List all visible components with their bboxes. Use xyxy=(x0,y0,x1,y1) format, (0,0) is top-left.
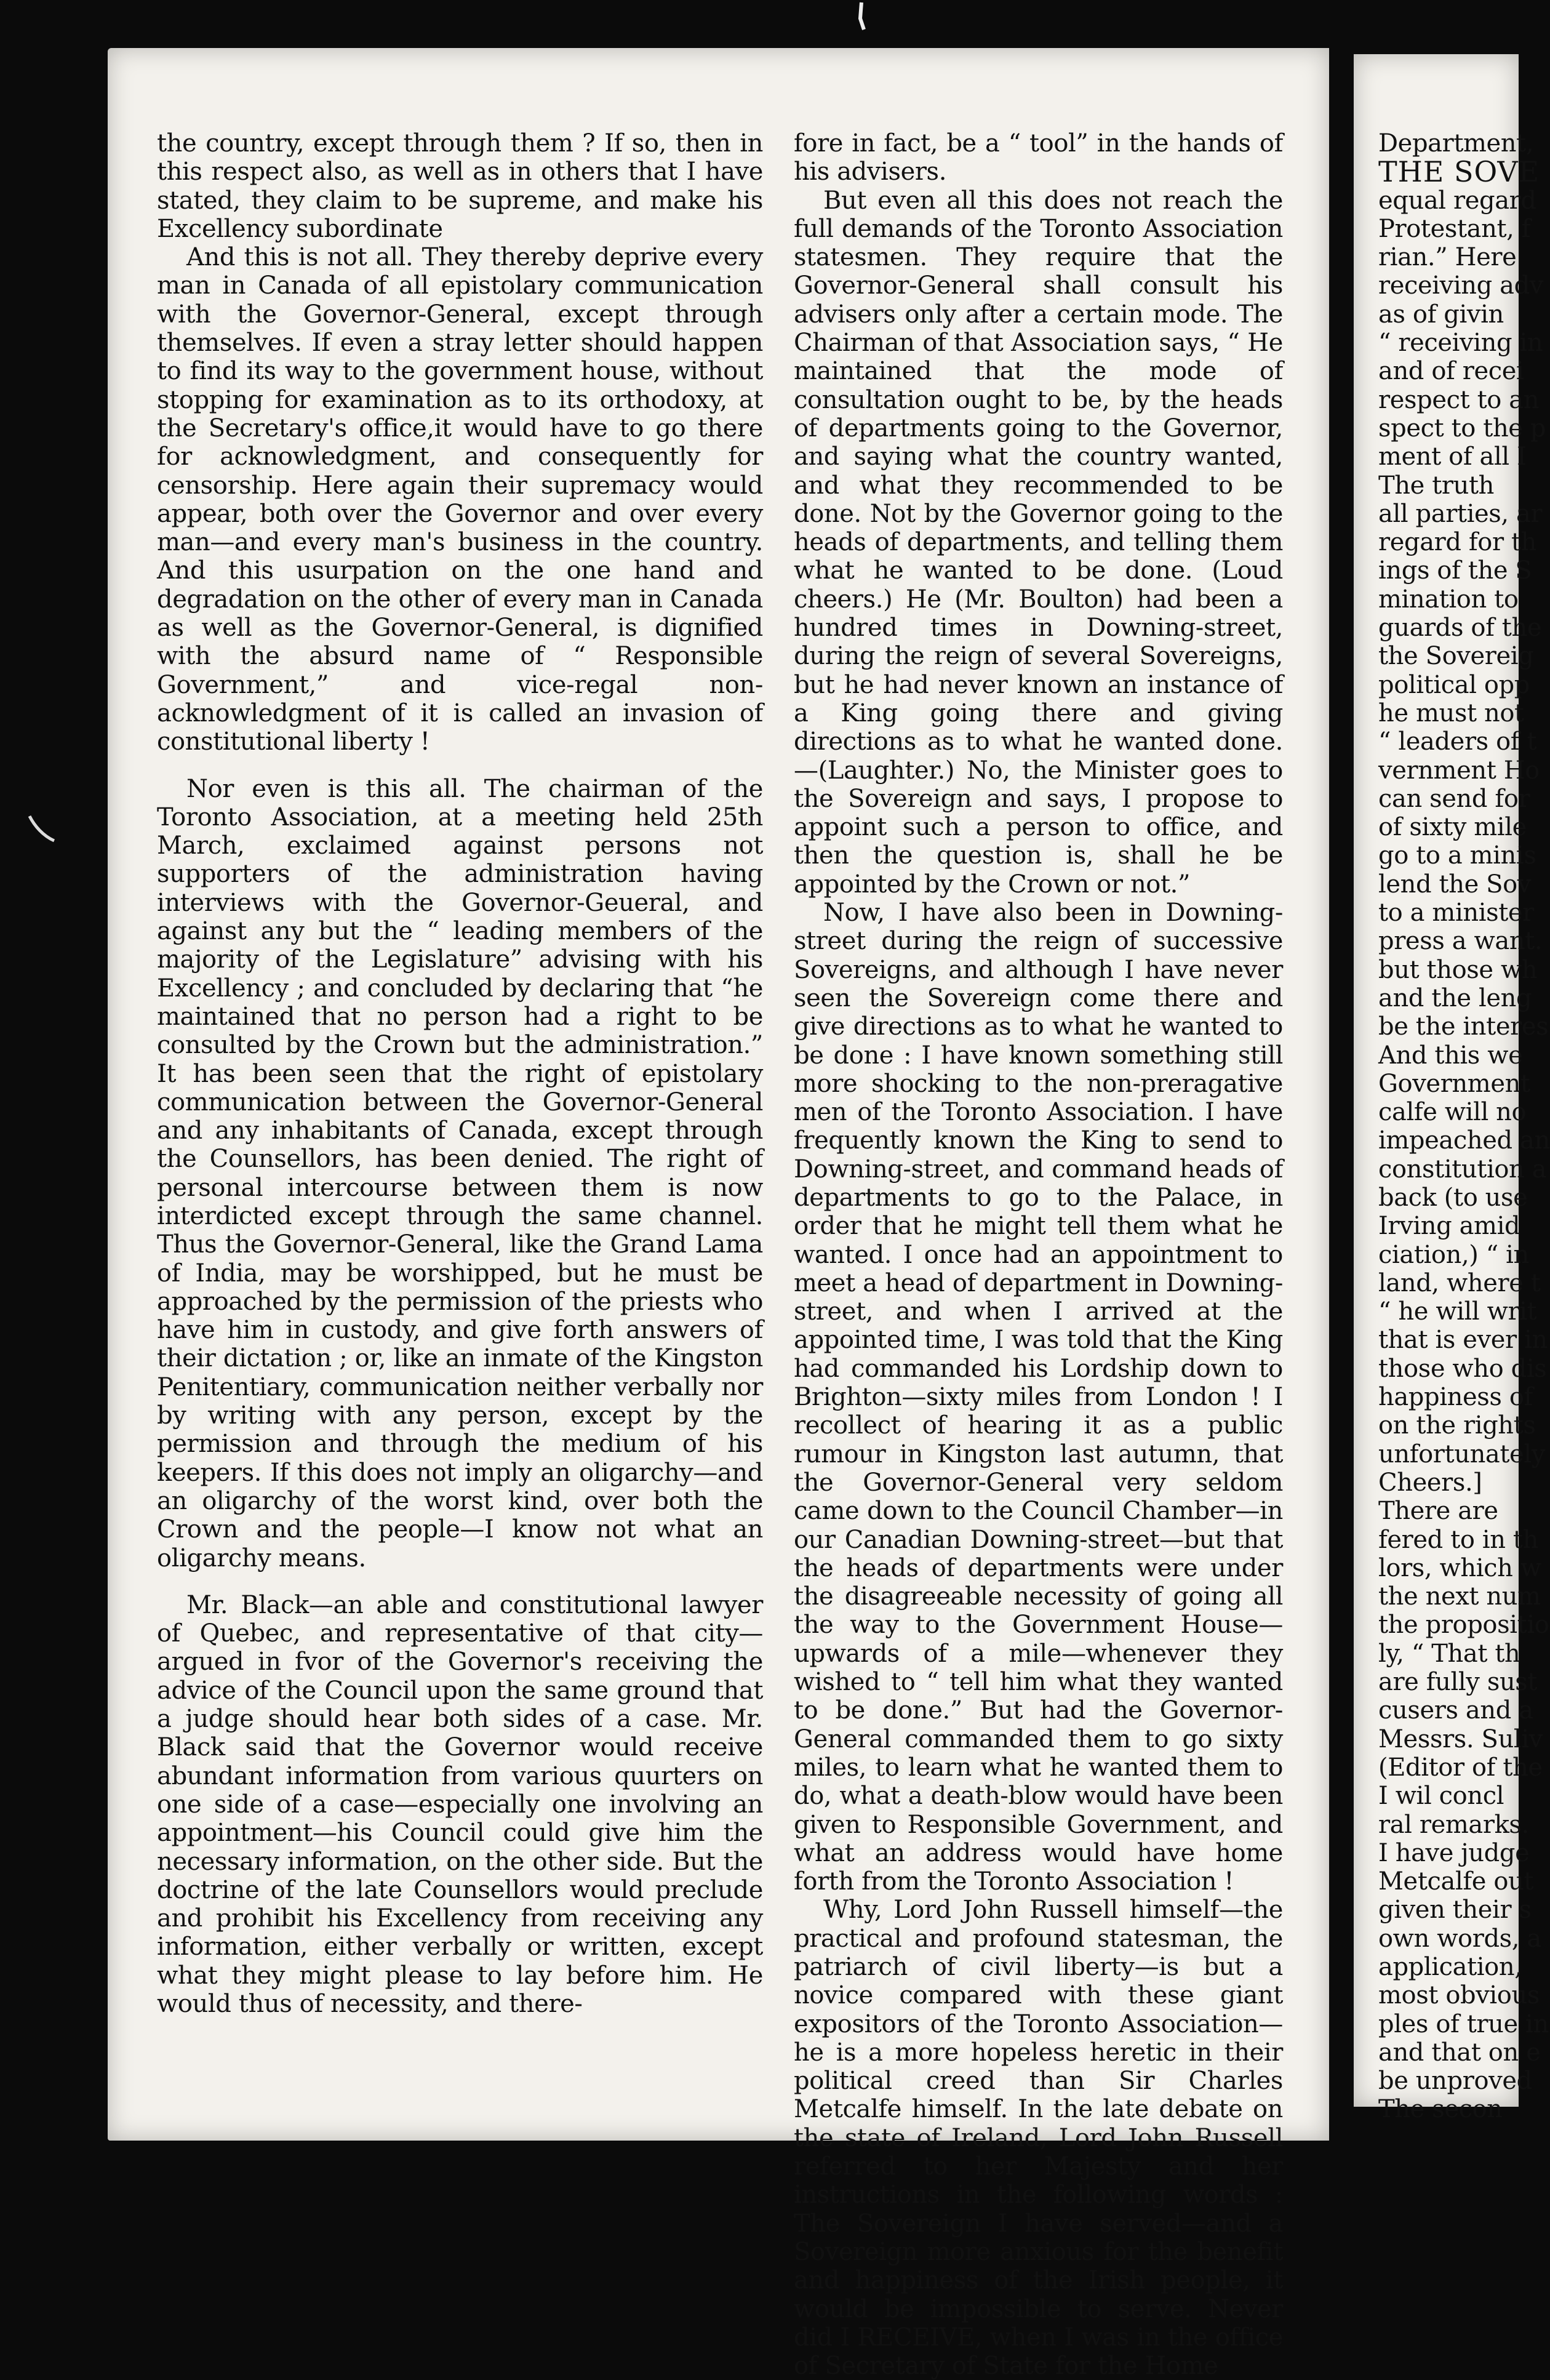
col3-line: guards of the xyxy=(1378,614,1542,643)
col3-line: lors, which w xyxy=(1378,1553,1541,1582)
col3-line: and the leng xyxy=(1378,984,1532,1012)
col3-line: Government xyxy=(1378,1069,1530,1098)
col3-line: ples of true in xyxy=(1378,2009,1549,2038)
col2-paragraph-2: But even all this does not reach the full demands of the Toronto Association statesmen. They require that the Governor-General shall consult his advisers only after a certain mode. The Chairman of that Association says, “ He maintained that the mode of consultation ought to be, by the heads of departments going to the Governor, and saying what the country wanted, and what they recommended to be done. Not by the Governor going to the heads of departments, and telling them what he wanted to be done. (Loud cheers.) He (Mr. Boulton) had been a hundred times in Downing-street, during the reign of several Sovereigns, but he had never known an instance of a King going there and giving directions as to what he wanted done.—(Laughter.) No, the Minister goes to the Sovereign and says, I propose to appoint such a person to office, and then the question is, shall he be appointed by the Crown or not.” xyxy=(794,186,1283,899)
column-2 xyxy=(794,129,1283,2380)
col3-line: “ he will writ xyxy=(1378,1297,1537,1326)
col1-paragraph-3: Nor even is this all. The chairman of the Toronto Association, at a meeting held 25th March, exclaimed against persons not supporters of the administration having interviews with the Governor-Geueral, and against any but the “ leading members of the majority of the Legislature” advising with his Excellency ; and concluded by declaring that “he maintained that no person had a right to be consulted by the Crown but the administration.” It has been seen that the right of epistolary communication between the Governor-General and any inhabitants of Canada, except through the Counsellors, has been denied. The right of personal intercourse between them is now interdicted except through the same channel. Thus the Governor-General, like the Grand Lama of India, may be worshipped, but he must be approached by the permission of the priests who have him in custody, and give forth answers of their dictation ; or, like an inmate of the Kingston Penitentiary, communication neither verbally nor by writing with any person, except by the permission and through the medium of his keepers. If this does not imply an oligarchy—and an oligarchy of the worst kind, over both the Crown and the people—I know not what an oligarchy means. xyxy=(157,774,763,1573)
col3-line: THE SOVE xyxy=(1378,155,1540,189)
col1-paragraph-1: the country, except through them ? If so, then in this respect also, as well as in others that I have stated, they claim to be supreme, and make his Excellency subordinate xyxy=(157,129,763,243)
col3-line: Cheers.] xyxy=(1378,1468,1482,1497)
col3-line: Protestant, f xyxy=(1378,214,1531,243)
col3-line: mination to xyxy=(1378,585,1519,614)
col3-line: I have judge xyxy=(1378,1838,1530,1867)
col3-line: happiness of xyxy=(1378,1383,1533,1412)
col3-line: ral remarks. xyxy=(1378,1810,1529,1839)
col3-line: own words, a xyxy=(1378,1924,1541,1953)
col3-line: back (to use xyxy=(1378,1183,1528,1212)
col3-line: unfortunately xyxy=(1378,1440,1545,1468)
col3-line: can send for xyxy=(1378,784,1530,813)
col3-line: calfe will no xyxy=(1378,1098,1527,1127)
col3-line: most obvious xyxy=(1378,1981,1540,2010)
col2-paragraph-1: fore in fact, be a “ tool” in the hands of his advisers. xyxy=(794,129,1283,186)
col3-line: of sixty mile xyxy=(1378,813,1527,842)
binding-mark-icon xyxy=(849,0,874,37)
col3-line: political opp xyxy=(1378,670,1530,699)
col3-line: press a want. xyxy=(1378,927,1543,956)
col3-line: Department, xyxy=(1378,129,1534,158)
col3-line: but those wh xyxy=(1378,955,1538,984)
col3-line: fered to in th xyxy=(1378,1525,1538,1554)
col3-line: land, where t xyxy=(1378,1268,1541,1297)
col3-line: on the rights xyxy=(1378,1411,1536,1440)
col3-line: and that on e xyxy=(1378,2038,1541,2067)
col3-line: equal regard xyxy=(1378,186,1536,215)
col3-line: as of givin xyxy=(1378,300,1504,329)
col3-line: The truth xyxy=(1378,471,1495,500)
col3-line: the propositio xyxy=(1378,1611,1549,1640)
column-1 xyxy=(157,129,763,2018)
col3-line: vernment Ho xyxy=(1378,756,1540,785)
col3-line: I wil concl xyxy=(1378,1782,1504,1811)
col3-line: that is ever in xyxy=(1378,1326,1548,1355)
col3-line: and of recei xyxy=(1378,357,1524,386)
col3-line: all parties, ar xyxy=(1378,499,1543,528)
col3-line: Irving amid xyxy=(1378,1212,1520,1241)
col3-line: And this we xyxy=(1378,1041,1523,1070)
col3-line: be the interes xyxy=(1378,1012,1549,1041)
col3-line: given their s xyxy=(1378,1896,1532,1925)
col1-paragraph-2: And this is not all. They thereby deprive every man in Canada of all epistolary communication with the Governor-General, except through themselves. If even a stray letter should happen to find its way to the government house, without stopping for examination as to its orthodoxy, at the Secretary's office,it would have to go there for acknowledgment, and consequently for censorship. Here again their supremacy would appear, both over the Governor and over every man—and every man's business in the country. And this usurpation on the one hand and degradation on the other of every man in Canada as well as the Governor-General, is dignified with the absurd name of “ Responsible Government,” and vice-regal non-acknowledgment of it is called an invasion of constitutional liberty ! xyxy=(157,243,763,756)
col3-line: (Editor of the xyxy=(1378,1753,1543,1782)
col3-line: ment of all I xyxy=(1378,443,1527,471)
col1-paragraph-4: Mr. Black—an able and constitutional lawyer of Quebec, and representative of that city—argued in fvor of the Governor's receiving the advice of the Council upon the same ground that a judge should hear both sides of a case. Mr. Black said that the Governor would receive abundant information from various quurters on one side of a case—especially one involving an appointment—his Council could give him the necessary information, on the other side. But the doctrine of the late Counsellors would preclude and prohibit his Excellency from receiving any information, either verbally or written, except what they might please to lay before him. He would thus of necessity, and there- xyxy=(157,1590,763,2018)
col3-line: rian.” Here xyxy=(1378,243,1517,272)
col3-line: the Sovereig xyxy=(1378,642,1534,671)
col3-line: receiving adv xyxy=(1378,271,1543,300)
col3-line: ly, “ That th xyxy=(1378,1639,1520,1668)
col3-line: lend the Sov xyxy=(1378,870,1532,899)
col3-line: to a minister xyxy=(1378,899,1534,928)
col2-paragraph-4: Why, Lord John Russell himself—the practical and profound statesman, the patriarch of civil liberty—is but a novice compared with these giant expositors of the Toronto Association—he is a more hopeless heretic in their political creed than Sir Charles Metcalfe himself. In the late debate on the state of Ireland, Lord John Russell referred to her Majesty and her instructions in the following words : The Sovereign I have served—and a Sovereign more anxious for the benefit and happiness of the Irish people, it would be impossible to serve. Never did I RECEIVE, when I was in the office of Secretary of State for the Home xyxy=(794,1896,1283,2380)
col2-paragraph-3: Now, I have also been in Downing-street during the reign of successive Sovereigns, and although I have never seen the Sovereign come there and give directions as to what he wanted to be done : I have known something still more shocking to the non-preragative men of the Toronto Association. I have frequently known the King to send to Downing-street, and command heads of departments to go to the Palace, in order that he might tell them what he wanted. I once had an appointment to meet a head of department in Downing-street, and when I arrived at the appointed time, I was told that the King had commanded his Lordship down to Brighton—sixty miles from London ! I recollect of hearing it as a public rumour in Kingston last autumn, that the Governor-General very seldom came down to the Council Chamber—in our Canadian Downing-street—but that the heads of departments were under the disagreeable necessity of going all the way to the Government House—upwards of a mile—whenever they wished to “ tell him what they wanted to be done.” But had the Governor-General commanded them to go sixty miles, to learn what he wanted them to do, what a death-blow would have been given to Responsible Government, and what an address would have home forth from the Toronto Association ! xyxy=(794,899,1283,1896)
col3-line: Metcalfe out xyxy=(1378,1867,1534,1896)
col3-line: he must not xyxy=(1378,699,1524,727)
margin-mark-icon xyxy=(25,812,62,849)
col3-line: impeached an xyxy=(1378,1126,1550,1155)
col3-line: be unproved xyxy=(1378,2067,1532,2096)
col3-line: cusers and a xyxy=(1378,1696,1533,1725)
col3-line: There are xyxy=(1378,1497,1498,1526)
col3-line: regard for th xyxy=(1378,528,1537,557)
col3-line: ings of the S xyxy=(1378,556,1532,585)
col3-line: are fully sust xyxy=(1378,1668,1538,1697)
col3-line: Messrs. Suliv xyxy=(1378,1725,1543,1753)
col3-line: the next num xyxy=(1378,1582,1541,1611)
col3-line: spect to the p xyxy=(1378,414,1546,443)
col3-line: application, xyxy=(1378,1953,1522,1981)
col3-line: go to a minis xyxy=(1378,841,1536,870)
col3-line: respect to an xyxy=(1378,385,1540,414)
col3-line: constitution a xyxy=(1378,1155,1547,1184)
col3-line: “ leaders of t xyxy=(1378,727,1537,756)
col3-line: The secon xyxy=(1378,2095,1503,2124)
column-3-cropped xyxy=(1378,129,1550,2124)
col3-line: ciation,) “ in xyxy=(1378,1240,1529,1269)
col3-line: those who dis xyxy=(1378,1354,1547,1383)
col3-line: “ receiving in xyxy=(1378,329,1543,358)
